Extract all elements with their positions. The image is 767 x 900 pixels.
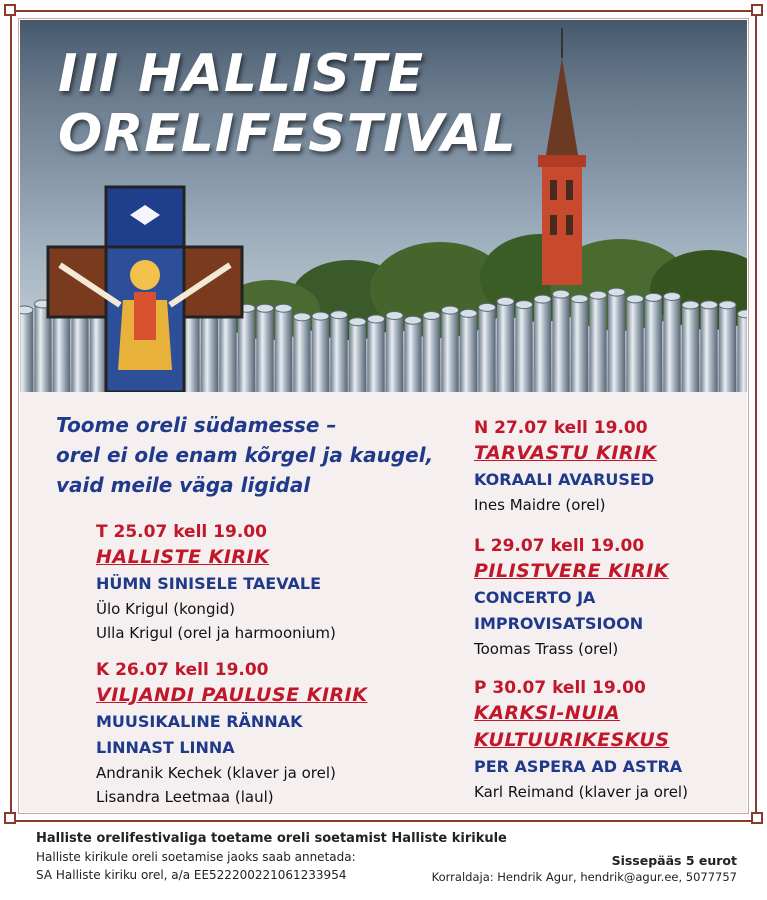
organ-pipe <box>719 305 736 392</box>
organ-pipe-top <box>516 301 533 309</box>
organ-pipe-top <box>571 295 588 303</box>
event-venue: VILJANDI PAULUSE KIRIK <box>96 684 368 706</box>
intro-line: orel ei ole enam kõrgel ja kaugel, <box>56 443 434 467</box>
organ-pipe <box>534 299 551 392</box>
footer-right <box>432 852 737 884</box>
organ-pipe-top <box>738 310 748 318</box>
performer-role: (kongid) <box>173 600 236 618</box>
event-performer <box>474 493 657 517</box>
organ-pipe <box>516 305 533 392</box>
organ-pipe-top <box>20 306 33 314</box>
event-venue: KARKSI-NUIA <box>474 702 621 724</box>
performer-name: Ines Maidre <box>474 496 561 514</box>
organ-pipe-top <box>497 297 514 305</box>
performer-role: (klaver ja orel) <box>578 783 688 801</box>
performer-name: Toomas Trass <box>474 640 574 658</box>
organ-pipe <box>257 308 274 392</box>
organ-pipe-top <box>257 304 274 312</box>
organ-pipe-top <box>460 309 477 317</box>
event-performer <box>96 621 336 645</box>
event-tarvastu <box>474 416 657 517</box>
performer-role: (laul) <box>234 788 274 806</box>
intro-text <box>56 410 436 500</box>
organ-pipe-top <box>294 313 311 321</box>
intro-line: Toome oreli südamesse – <box>56 413 337 437</box>
event-date: K 26.07 kell 19.00 <box>96 660 269 680</box>
event-program: HÜMN SINISELE TAEVALE <box>96 574 322 593</box>
organ-pipe <box>460 313 477 392</box>
organ-pipe <box>442 310 459 392</box>
organ-pipe <box>497 301 514 392</box>
footer-account-line: SA Halliste kiriku orel, a/a EE522200221061233954 <box>36 868 347 882</box>
event-performer <box>96 597 336 621</box>
frame-corner-ornament <box>751 4 763 16</box>
organ-pipe-top <box>442 306 459 314</box>
organ-pipe-top <box>386 312 403 320</box>
performer-role: (orel) <box>578 640 619 658</box>
organ-pipe-top <box>349 318 366 326</box>
intro-line: vaid meile väga ligidal <box>56 473 311 497</box>
event-pilistvere <box>474 534 669 661</box>
organ-pipe-top <box>312 312 329 320</box>
organ-pipe <box>701 305 718 392</box>
event-venue: HALLISTE KIRIK <box>96 546 270 568</box>
organ-pipe <box>608 292 625 392</box>
event-program: CONCERTO JA <box>474 588 596 607</box>
performer-name: Ülo Krigul <box>96 600 169 618</box>
admission-fee: Sissepääs 5 eurot <box>611 853 737 868</box>
organ-pipe <box>294 317 311 392</box>
event-program: IMPROVISATSIOON <box>474 614 644 633</box>
performer-name: Lisandra Leetmaa <box>96 788 231 806</box>
organ-pipe <box>682 305 699 392</box>
frame-corner-ornament <box>4 812 16 824</box>
event-program: KORAALI AVARUSED <box>474 470 655 489</box>
event-date: N 27.07 kell 19.00 <box>474 418 648 438</box>
organ-pipe-top <box>534 295 551 303</box>
organ-pipe-top <box>275 304 292 312</box>
organ-pipe-top <box>405 316 422 324</box>
organ-pipe-top <box>423 311 440 319</box>
organ-pipe <box>571 299 588 392</box>
organ-pipe <box>238 308 255 392</box>
organ-pipe-top <box>553 290 570 298</box>
organ-pipe <box>386 316 403 392</box>
footer-donation-line: Halliste kirikule oreli soetamise jaoks saab annetada: <box>36 850 356 864</box>
organ-pipe-top <box>682 301 699 309</box>
organ-pipe <box>331 315 348 392</box>
event-date: P 30.07 kell 19.00 <box>474 678 646 698</box>
hero-image <box>20 20 747 392</box>
performer-role: (orel ja harmoonium) <box>177 624 336 642</box>
organ-pipe <box>312 316 329 392</box>
organ-pipe <box>405 320 422 392</box>
organizer-contact: Korraldaja: Hendrik Agur, hendrik@agur.ee, 5077757 <box>431 870 737 884</box>
title-line-2: ORELIFESTIVAL <box>58 104 517 164</box>
footer-support-line: Halliste orelifestivaliga toetame oreli soetamist Halliste kirikule <box>36 831 507 846</box>
event-performer <box>96 761 367 785</box>
event-performer <box>96 785 367 809</box>
performer-name: Ulla Krigul <box>96 624 173 642</box>
organ-pipe-top <box>664 293 681 301</box>
festival-title <box>58 44 517 164</box>
event-halliste <box>96 520 336 645</box>
performer-name: Andranik Kechek <box>96 764 222 782</box>
organ-pipe-top <box>368 315 385 323</box>
organ-pipe-top <box>331 311 348 319</box>
organ-pipe-top <box>719 301 736 309</box>
organ-pipe <box>275 308 292 392</box>
organ-pipe <box>20 310 33 392</box>
organ-pipe <box>645 297 662 392</box>
event-program: PER ASPERA AD ASTRA <box>474 757 683 776</box>
performer-role: (orel) <box>565 496 606 514</box>
frame-corner-ornament <box>751 812 763 824</box>
organ-pipe <box>368 319 385 392</box>
organ-pipe <box>738 314 748 392</box>
performer-name: Karl Reimand <box>474 783 574 801</box>
title-line-1: III HALLISTE <box>58 44 424 104</box>
event-date: T 25.07 kell 19.00 <box>96 522 267 542</box>
organ-pipe-top <box>645 293 662 301</box>
organ-pipe-top <box>590 291 607 299</box>
event-program: LINNAST LINNA <box>96 738 235 757</box>
organ-pipe <box>664 297 681 392</box>
organ-pipe <box>627 299 644 392</box>
organ-pipe-top <box>608 288 625 296</box>
event-viljandi <box>96 658 367 809</box>
event-date: L 29.07 kell 19.00 <box>474 536 645 556</box>
organ-pipe <box>349 322 366 392</box>
organ-pipe <box>479 307 496 392</box>
event-program: MUUSIKALINE RÄNNAK <box>96 712 303 731</box>
organ-pipe <box>590 295 607 392</box>
organ-pipe-top <box>627 295 644 303</box>
organ-pipe <box>423 315 440 392</box>
event-performer <box>474 637 669 661</box>
event-venue: TARVASTU KIRIK <box>474 442 657 464</box>
event-performer <box>474 780 688 804</box>
event-venue-line2: KULTUURIKESKUS <box>474 729 670 751</box>
performer-role: (klaver ja orel) <box>226 764 336 782</box>
event-karksi-nuia <box>474 676 688 804</box>
organ-pipe-top <box>479 303 496 311</box>
organ-pipe-top <box>701 301 718 309</box>
organ-pipe <box>553 294 570 392</box>
frame-corner-ornament <box>4 4 16 16</box>
event-venue: PILISTVERE KIRIK <box>474 560 669 582</box>
